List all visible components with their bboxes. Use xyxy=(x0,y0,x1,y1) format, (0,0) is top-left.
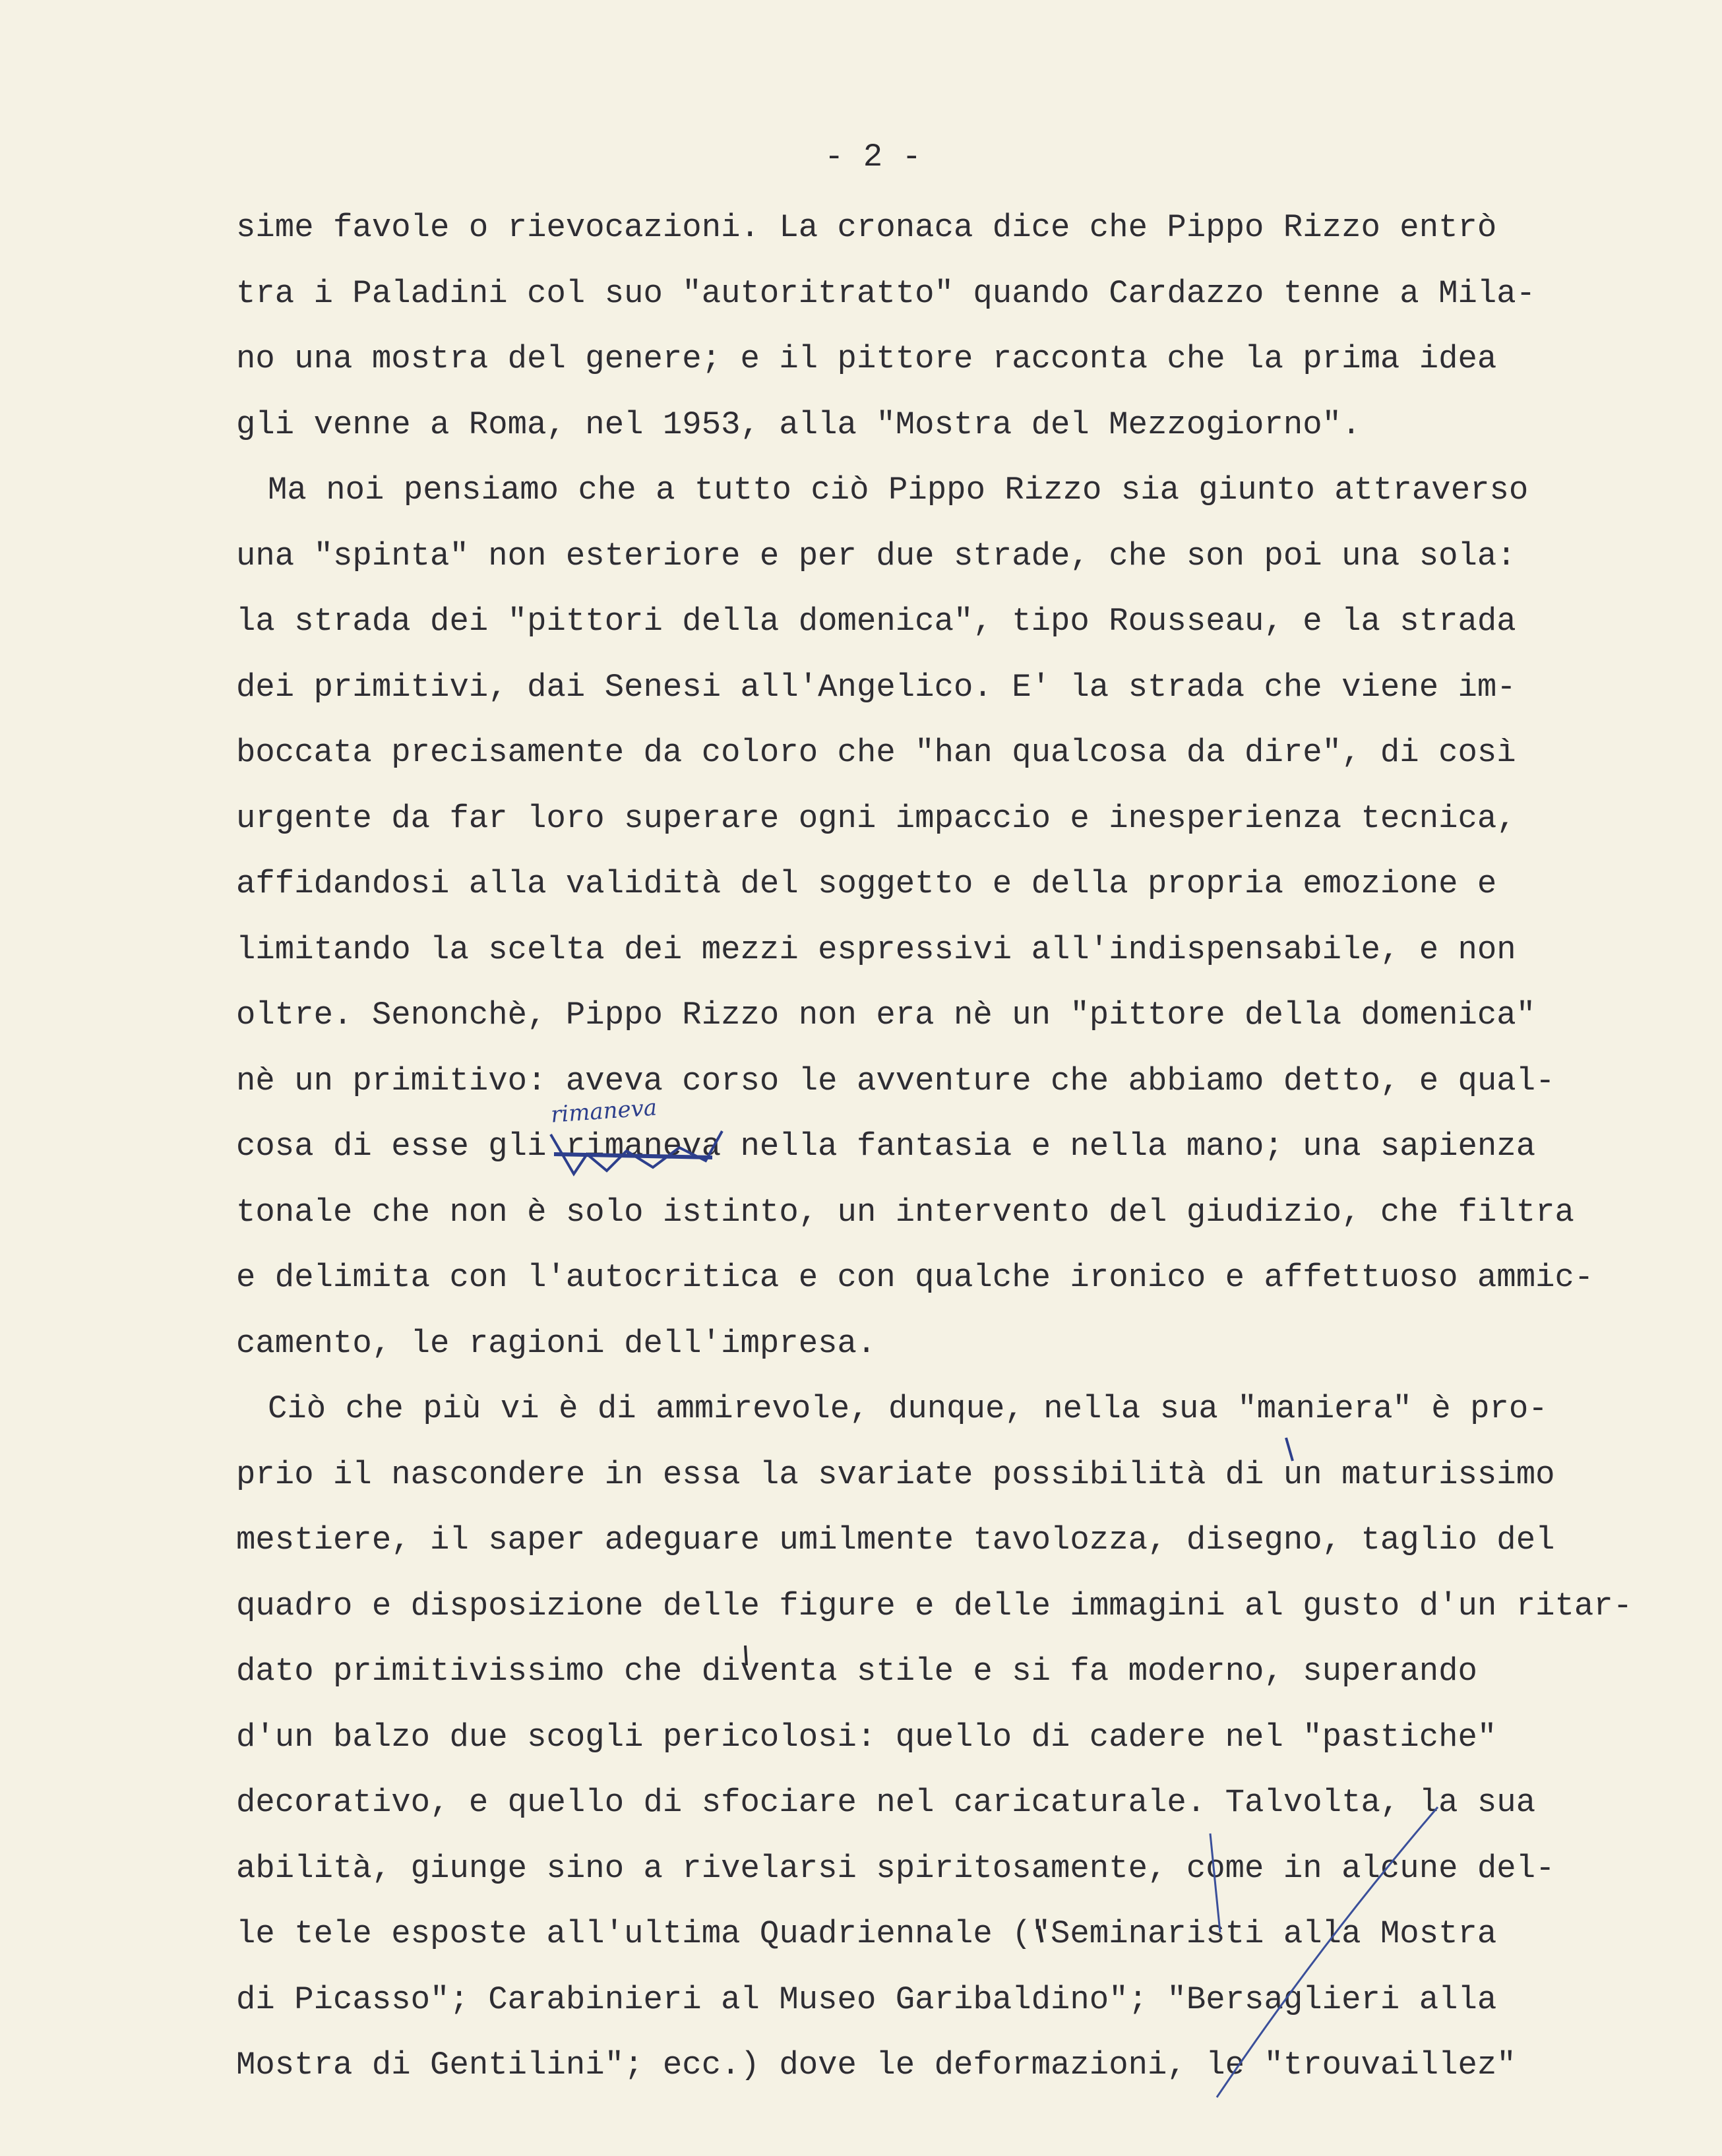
text-line: tonale che non è solo istinto, un intervento del giudizio, che filtra xyxy=(236,1193,1574,1231)
text-line: sime favole o rievocazioni. La cronaca dice che Pippo Rizzo entrò xyxy=(236,209,1497,246)
text-line: limitando la scelta dei mezzi espressivi all'indispensabile, e non xyxy=(236,931,1516,968)
text-line: tra i Paladini col suo "autoritratto" quando Cardazzo tenne a Mila- xyxy=(236,274,1536,312)
text-line: dei primitivi, dai Senesi all'Angelico. E' la strada che viene im- xyxy=(236,668,1516,706)
text-line: gli venne a Roma, nel 1953, alla "Mostra del Mezzogiorno". xyxy=(236,406,1361,443)
text-line: Ciò che più vi è di ammirevole, dunque, nella sua "maniera" è pro- xyxy=(268,1390,1548,1427)
page-number: - 2 - xyxy=(824,139,922,175)
text-line: prio il nascondere in essa la svariate possibilità di un maturissimo xyxy=(236,1456,1555,1493)
text-line: e delimita con l'autocritica e con qualche ironico e affettuoso ammic- xyxy=(236,1259,1594,1296)
text-line: urgente da far loro superare ogni impaccio e inesperienza tecnica, xyxy=(236,799,1516,837)
text-line: cosa di esse gli rimaneva nella fantasia e nella mano; una sapienza xyxy=(236,1128,1536,1165)
text-line: la strada dei "pittori della domenica", tipo Rousseau, e la strada xyxy=(236,603,1516,640)
text-line: nè un primitivo: aveva corso le avventure che abbiamo detto, e qual- xyxy=(236,1062,1555,1099)
text-line: no una mostra del genere; e il pittore racconta che la prima idea xyxy=(236,340,1497,377)
text-line: una "spinta" non esteriore e per due strade, che son poi una sola: xyxy=(236,537,1516,574)
text-line: oltre. Senonchè, Pippo Rizzo non era nè un "pittore della domenica" xyxy=(236,997,1536,1033)
text-line: abilità, giunge sino a rivelarsi spiritosamente, come in alcune del- xyxy=(236,1849,1555,1887)
text-line: d'un balzo due scogli pericolosi: quello di cadere nel "pastiche" xyxy=(236,1718,1497,1756)
text-line: mestiere, il saper adeguare umilmente tavolozza, disegno, taglio del xyxy=(236,1522,1555,1558)
text-line: quadro e disposizione delle figure e delle immagini al gusto d'un ritar- xyxy=(236,1587,1633,1624)
typewritten-body xyxy=(236,195,1654,2099)
text-line: le tele esposte all'ultima Quadriennale ("Seminaristi alla Mostra xyxy=(236,1915,1497,1952)
text-line: di Picasso"; Carabinieri al Museo Garibaldino"; "Bersaglieri alla xyxy=(236,1981,1497,2018)
text-line: boccata precisamente da coloro che "han qualcosa da dire", di così xyxy=(236,734,1516,771)
text-line: dato primitivissimo che diventa stile e si fa moderno, superando xyxy=(236,1653,1477,1690)
strikethrough-scribble xyxy=(547,1128,725,1181)
text-line: affidandosi alla validità del soggetto e della propria emozione e xyxy=(236,865,1497,902)
text-line: Ma noi pensiamo che a tutto ciò Pippo Rizzo sia giunto attraverso xyxy=(268,472,1529,508)
text-line: Mostra di Gentilini"; ecc.) dove le deformazioni, le "trouvaillez" xyxy=(236,2047,1516,2083)
text-line: camento, le ragioni dell'impresa. xyxy=(236,1324,876,1362)
handwritten-correction: rimaneva xyxy=(549,1094,658,1128)
text-line: decorativo, e quello di sfociare nel caricaturale. Talvolta, la sua xyxy=(236,1784,1536,1821)
